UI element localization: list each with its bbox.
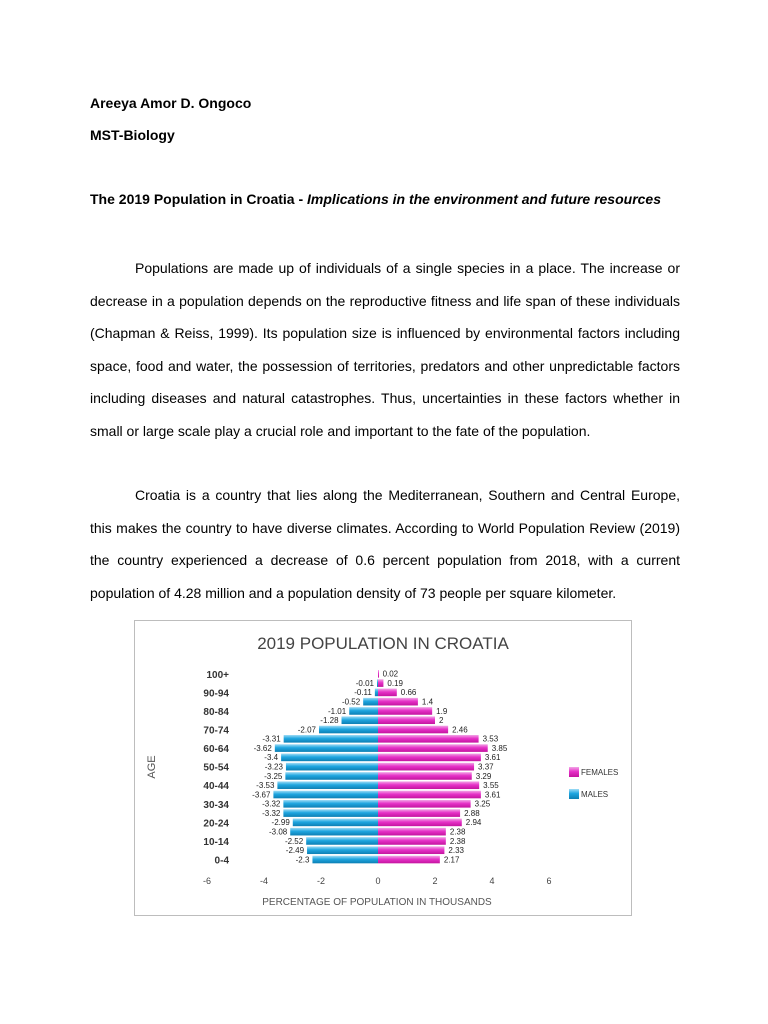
female-bar <box>378 828 446 836</box>
male-data-label: -2.52 <box>284 836 304 846</box>
legend-swatch <box>569 767 579 777</box>
male-data-label: -3.62 <box>253 743 272 753</box>
female-bar <box>378 726 448 734</box>
category-label: 50-54 <box>203 762 229 774</box>
population-pyramid-chart <box>134 620 632 916</box>
male-data-label: -3.32 <box>262 808 281 818</box>
program-name: MST-Biology <box>90 127 175 143</box>
female-bar <box>378 819 462 827</box>
category-labels-group <box>203 670 229 867</box>
female-data-label: 3.37 <box>478 762 494 772</box>
male-bar <box>273 791 378 799</box>
title-subtitle: Implications in the environment and future resources <box>307 191 662 207</box>
male-bar <box>283 800 378 808</box>
x-tick-label: -4 <box>259 876 269 886</box>
male-bar <box>377 679 378 687</box>
female-bar <box>378 735 479 743</box>
male-data-label: -3.08 <box>268 827 288 837</box>
female-data-label: 0.02 <box>382 669 399 679</box>
male-bar <box>306 837 378 845</box>
male-bar <box>284 735 378 743</box>
male-bar <box>286 763 378 771</box>
x-tick-label: -2 <box>316 876 326 886</box>
female-data-label: 2.38 <box>449 827 466 837</box>
category-label: 30-34 <box>203 799 229 811</box>
male-bar <box>349 707 378 715</box>
female-bar <box>378 809 460 817</box>
male-data-label: -2.3 <box>295 855 310 865</box>
male-data-label: -0.52 <box>341 697 361 707</box>
paragraph-2-text: Croatia is a country that lies along the Mediterranean, Southern and Central Europe, this makes the country to have diverse climates. According to World Population Review (2019) the country experienced a decrease of 0.6 percent population from 2018, with a current population of 4.28 million and a population density of 73 people per square kilometer. <box>90 487 680 601</box>
female-bar <box>378 744 488 752</box>
female-data-label: 2.46 <box>452 725 468 735</box>
title-main: The 2019 Population in Croatia - <box>90 191 308 207</box>
male-bar <box>281 754 378 762</box>
female-data-label: 0.66 <box>400 688 417 698</box>
female-data-label: 2.33 <box>448 846 464 856</box>
category-label: 20-24 <box>203 818 229 830</box>
document-title <box>90 191 661 207</box>
female-bar <box>378 763 474 771</box>
female-bar <box>378 846 444 854</box>
female-data-label: 3.53 <box>482 734 499 744</box>
male-data-label: -2.49 <box>285 846 305 856</box>
female-data-label: 3.85 <box>491 743 508 753</box>
female-bar <box>378 707 432 715</box>
female-data-label: 2.94 <box>465 818 482 828</box>
category-label: 80-84 <box>203 706 229 718</box>
female-bar <box>378 698 418 706</box>
paragraph-1 <box>90 252 680 447</box>
female-bar <box>378 670 379 678</box>
x-tick-label: 6 <box>546 876 552 886</box>
female-bar <box>378 837 446 845</box>
y-axis-label: AGE <box>146 755 158 779</box>
category-label: 100+ <box>206 669 229 681</box>
chart-title: 2019 POPULATION IN CROATIA <box>257 634 509 653</box>
female-bar <box>378 754 481 762</box>
male-data-label: -3.53 <box>256 781 275 791</box>
male-bar <box>285 772 378 780</box>
male-bar <box>277 781 378 789</box>
male-data-label: -2.07 <box>297 725 317 735</box>
x-tick-label: -6 <box>202 876 212 886</box>
male-data-label: -3.23 <box>264 762 283 772</box>
x-axis-label: PERCENTAGE OF POPULATION IN THOUSANDS <box>262 897 492 908</box>
female-bar <box>378 689 397 697</box>
female-data-label: 2.38 <box>449 836 466 846</box>
female-bar <box>378 800 471 808</box>
male-data-label: -1.01 <box>327 706 347 716</box>
female-data-label: 2.88 <box>464 808 480 818</box>
legend-label: MALES <box>581 790 609 799</box>
male-data-label: -3.32 <box>262 799 281 809</box>
female-bar <box>378 772 472 780</box>
author-name: Areeya Amor D. Ongoco <box>90 95 252 111</box>
female-bar <box>378 716 435 724</box>
male-bar <box>342 716 378 724</box>
female-data-label: 3.29 <box>475 771 492 781</box>
female-data-label: 2 <box>439 716 444 726</box>
male-bar <box>312 856 378 864</box>
female-bar <box>378 856 440 864</box>
category-label: 60-64 <box>203 744 229 756</box>
female-data-label: 1.9 <box>436 706 448 716</box>
male-data-label: -1.28 <box>320 716 339 726</box>
male-data-label: -0.11 <box>354 688 372 698</box>
male-data-label: -3.67 <box>252 790 271 800</box>
male-bar <box>375 689 378 697</box>
female-data-label: 3.55 <box>483 781 499 791</box>
chart-canvas <box>135 621 631 915</box>
category-label: 70-74 <box>203 725 229 737</box>
x-tick-label: 0 <box>375 876 381 886</box>
paragraph-1-text: Populations are made up of individuals of a single species in a place. The increase or decrease in a population depends on the reproductive fitness and life span of these individuals (Chapman & Reiss, 1999). Its population size is influenced by environmental factors including space, food and water, the possession of territories, predators and other unpredictable factors including diseases and natural catastrophes. Thus, uncertainties in these factors whether in small or large scale play a crucial role and important to the fate of the population. <box>90 260 680 439</box>
male-bar <box>319 726 378 734</box>
male-bar <box>307 846 378 854</box>
legend-swatch <box>569 789 579 799</box>
male-bar <box>363 698 378 706</box>
x-tick-label: 4 <box>489 876 495 886</box>
female-data-label: 3.61 <box>484 753 501 763</box>
male-data-label: -0.01 <box>355 678 374 688</box>
male-data-label: -3.4 <box>264 753 279 763</box>
female-bar <box>378 781 479 789</box>
paragraph-2 <box>90 479 680 609</box>
category-label: 10-14 <box>203 836 229 848</box>
legend-label: FEMALES <box>581 768 619 777</box>
category-label: 40-44 <box>203 781 229 793</box>
category-label: 90-94 <box>203 688 229 700</box>
male-bar <box>283 809 378 817</box>
bars-group <box>252 670 508 865</box>
category-label: 0-4 <box>214 855 229 867</box>
male-data-label: -3.31 <box>262 734 281 744</box>
female-data-label: 3.61 <box>484 790 501 800</box>
female-bar <box>378 791 481 799</box>
male-data-label: -3.25 <box>264 771 283 781</box>
female-data-label: 3.25 <box>474 799 491 809</box>
female-bar <box>378 679 383 687</box>
x-ticks-group <box>203 876 552 886</box>
legend <box>569 767 618 799</box>
female-data-label: 0.19 <box>387 678 403 688</box>
x-tick-label: 2 <box>432 876 438 886</box>
male-bar <box>275 744 378 752</box>
female-data-label: 2.17 <box>443 855 460 865</box>
male-bar <box>290 828 378 836</box>
male-bar <box>293 819 378 827</box>
female-data-label: 1.4 <box>421 697 434 707</box>
male-data-label: -2.99 <box>271 818 290 828</box>
